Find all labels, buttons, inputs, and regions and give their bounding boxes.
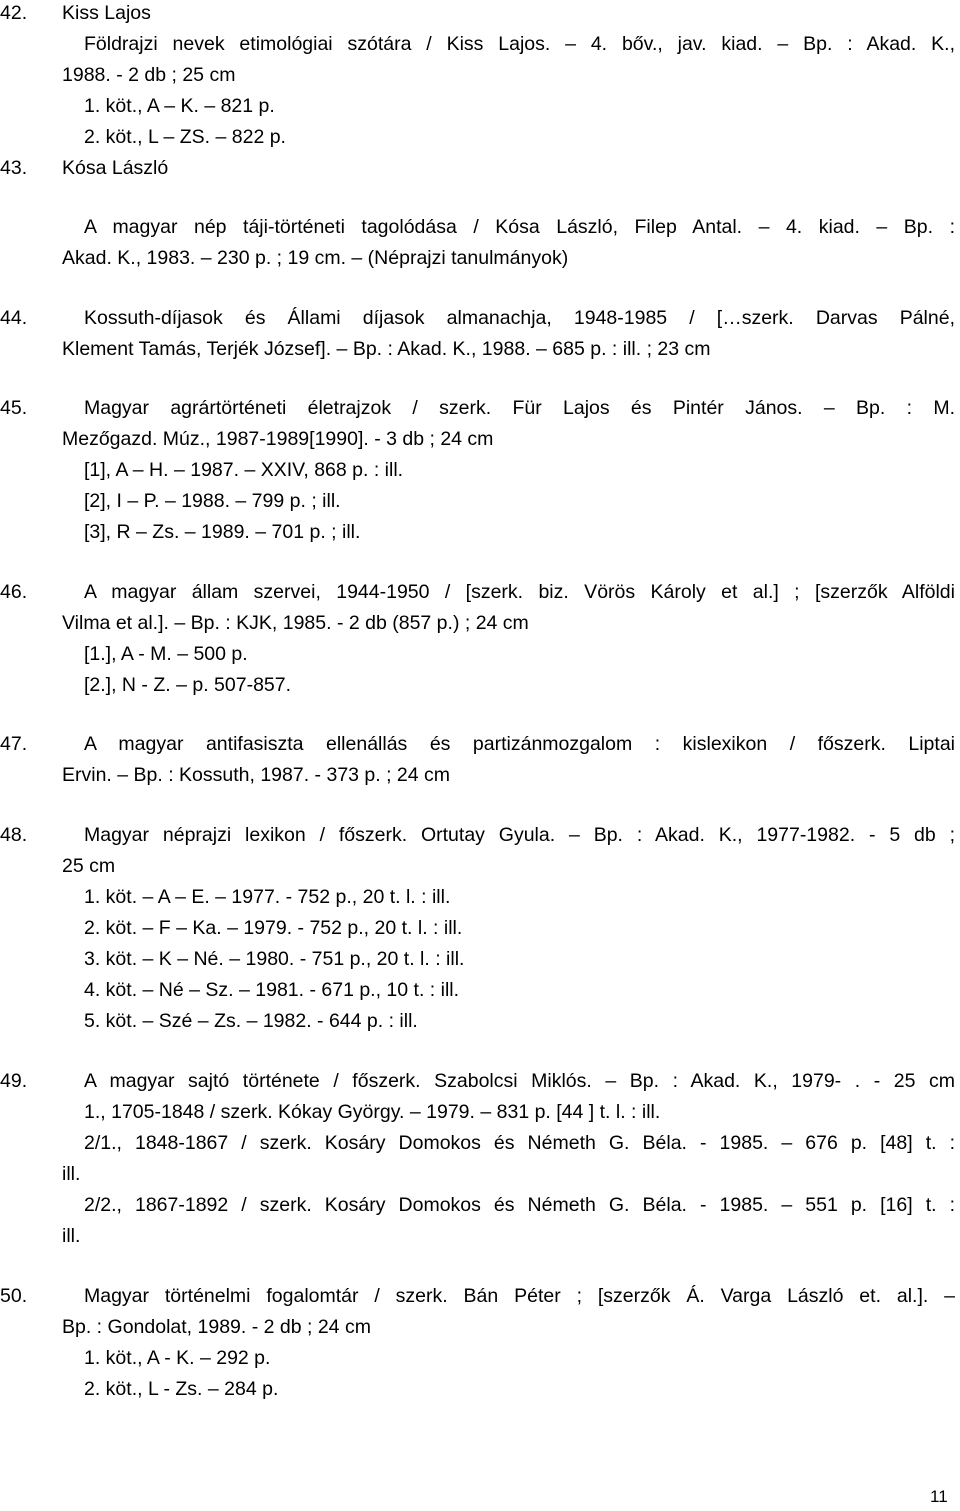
entry-line: 1. köt., A - K. – 292 p. [84, 1347, 271, 1369]
entry-line: ill. [62, 1163, 81, 1185]
entry-line: 2/2., 1867-1892 / szerk. Kosáry Domokos és Németh G. Béla. - 1985. – 551 p. [16] t. : [84, 1194, 955, 1216]
entry-line: 4. köt. – Né – Sz. – 1981. - 671 p., 10 t. : ill. [84, 979, 460, 1001]
entry-line: A magyar antifasiszta ellenállás és partizánmozgalom : kislexikon / főszerk. Liptai [84, 733, 955, 755]
entry-line: 1988. - 2 db ; 25 cm [62, 64, 236, 86]
entry-line: Akad. K., 1983. – 230 p. ; 19 cm. – (Néprajzi tanulmányok) [62, 247, 569, 269]
entry-line: Földrajzi nevek etimológiai szótára / Kiss Lajos. – 4. bőv., jav. kiad. – Bp. : Akad. K., [84, 33, 955, 55]
page-number: 11 [930, 1487, 948, 1506]
entry-line: [1], A – H. – 1987. – XXIV, 868 p. : ill. [84, 459, 404, 481]
entry-line: 2. köt., L – ZS. – 822 p. [84, 126, 286, 148]
entry-number: 50. [0, 1285, 28, 1307]
entry-line: 1. köt. – A – E. – 1977. - 752 p., 20 t. l. : ill. [84, 886, 451, 908]
entry-line: Magyar néprajzi lexikon / főszerk. Ortutay Gyula. – Bp. : Akad. K., 1977-1982. - 5 db ; [84, 824, 955, 846]
entry-line: [1.], A - M. – 500 p. [84, 643, 248, 665]
entry-line: A magyar állam szervei, 1944-1950 / [szerk. biz. Vörös Károly et al.] ; [szerzők Alföldi [84, 581, 955, 603]
entry-number: 42. [0, 2, 28, 24]
entry-number: 46. [0, 581, 28, 603]
entry-line: Klement Tamás, Terjék József]. – Bp. : Akad. K., 1988. – 685 p. : ill. ; 23 cm [62, 338, 711, 360]
entry-line: Kossuth-díjasok és Állami díjasok almanachja, 1948-1985 / […szerk. Darvas Pálné, [84, 307, 955, 329]
entry-line: Ervin. – Bp. : Kossuth, 1987. - 373 p. ; 24 cm [62, 764, 451, 786]
entry-line: 1. köt., A – K. – 821 p. [84, 95, 275, 117]
entry-line: Bp. : Gondolat, 1989. - 2 db ; 24 cm [62, 1316, 371, 1338]
entry-line: Kiss Lajos [62, 2, 151, 24]
entry-line: Mezőgazd. Múz., 1987-1989[1990]. - 3 db ; 24 cm [62, 428, 494, 450]
entry-line: A magyar sajtó története / főszerk. Szabolcsi Miklós. – Bp. : Akad. K., 1979- . - 25 cm [84, 1070, 955, 1092]
entry-number: 47. [0, 733, 28, 755]
entry-number: 43. [0, 157, 28, 179]
entry-line: 2. köt., L - Zs. – 284 p. [84, 1378, 279, 1400]
entry-line: 2/1., 1848-1867 / szerk. Kosáry Domokos és Németh G. Béla. - 1985. – 676 p. [48] t. : [84, 1132, 955, 1154]
entry-line: [2], I – P. – 1988. – 799 p. ; ill. [84, 490, 341, 512]
entry-number: 48. [0, 824, 28, 846]
entry-line: 1., 1705-1848 / szerk. Kókay György. – 1979. – 831 p. [44 ] t. l. : ill. [84, 1101, 661, 1123]
entry-line: 25 cm [62, 855, 116, 877]
entry-line: Magyar történelmi fogalomtár / szerk. Bán Péter ; [szerzők Á. Varga László et. al.]. – [84, 1285, 955, 1307]
entry-line: Magyar agrártörténeti életrajzok / szerk. Für Lajos és Pintér János. – Bp. : M. [84, 397, 955, 419]
entry-line: [3], R – Zs. – 1989. – 701 p. ; ill. [84, 521, 361, 543]
entry-number: 45. [0, 397, 28, 419]
entry-line: 3. köt. – K – Né. – 1980. - 751 p., 20 t. l. : ill. [84, 948, 465, 970]
entry-line: 5. köt. – Szé – Zs. – 1982. - 644 p. : ill. [84, 1010, 418, 1032]
entry-line: A magyar nép táji-történeti tagolódása / Kósa László, Filep Antal. – 4. kiad. – Bp. : [84, 216, 955, 238]
entry-line: 2. köt. – F – Ka. – 1979. - 752 p., 20 t. l. : ill. [84, 917, 463, 939]
entry-number: 49. [0, 1070, 28, 1092]
entry-line: ill. [62, 1225, 81, 1247]
entry-line: [2.], N - Z. – p. 507-857. [84, 674, 292, 696]
entry-line: Kósa László [62, 157, 169, 179]
entry-line: Vilma et al.]. – Bp. : KJK, 1985. - 2 db (857 p.) ; 24 cm [62, 612, 529, 634]
entry-number: 44. [0, 307, 28, 329]
